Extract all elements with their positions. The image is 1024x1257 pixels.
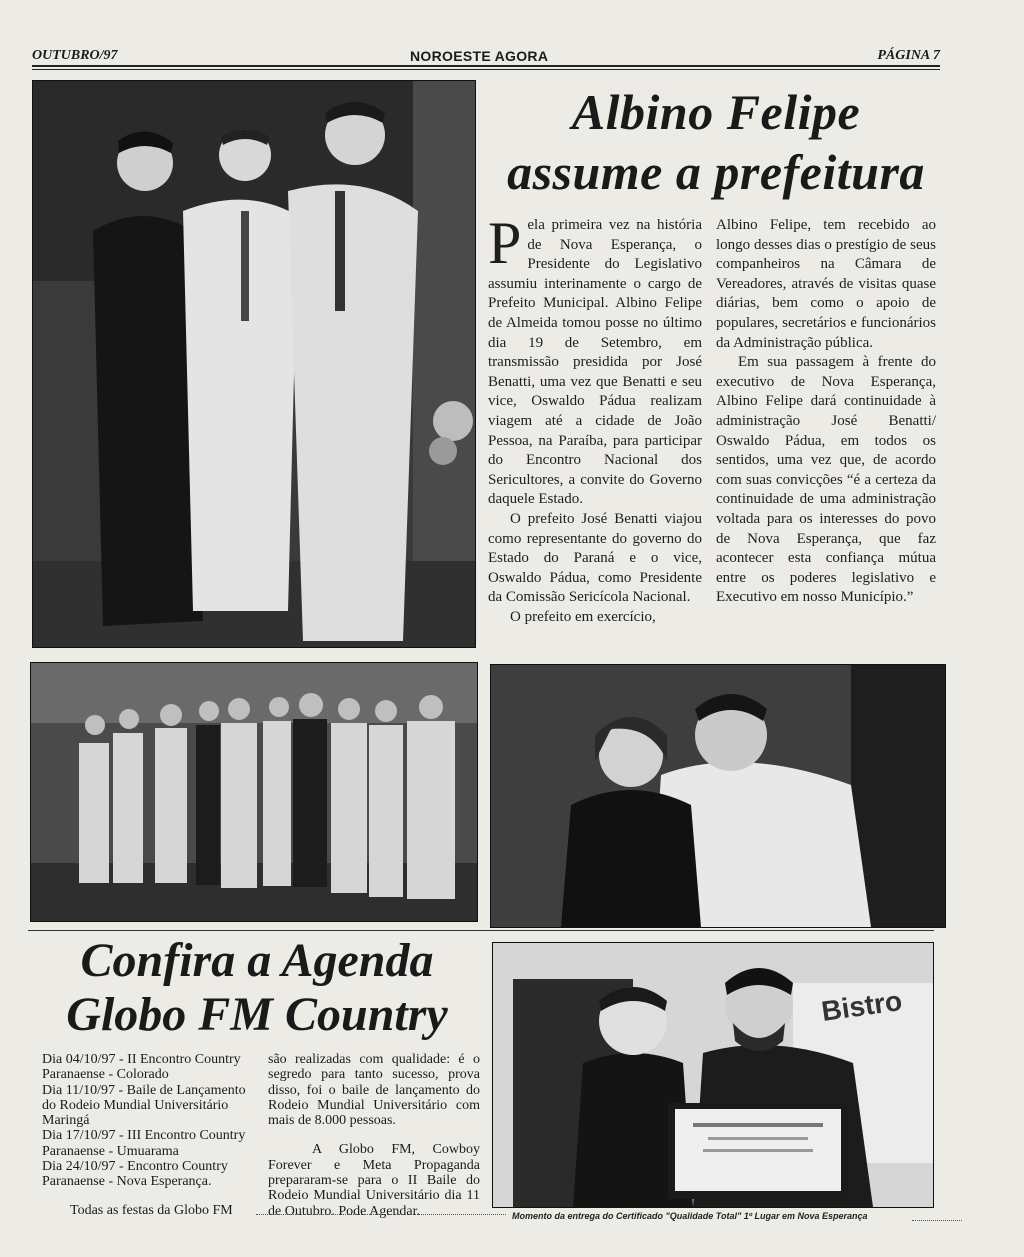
agenda-title (28, 934, 486, 1042)
agenda-item: Dia 04/10/97 - II Encontro Country Paranaense - Colorado (42, 1052, 241, 1083)
dotted-leader (256, 1214, 506, 1215)
agenda-item: Dia 11/10/97 - Baile de Lançamento do Rodeio Mundial Universitário Maringá (42, 1082, 246, 1129)
agenda-item: Dia 17/10/97 - III Encontro Country Paranaense - Umuarama (42, 1128, 246, 1159)
header-rule (32, 65, 940, 67)
photo-couple (490, 664, 946, 928)
article-paragraph-4: Albino Felipe, tem recebido ao longo desses dias o prestígio de seus companheiros na Câmara de Vereadores, através de visitas quase diárias, bem como o apoio de populares, secretários e funcionários da Administração pública. (716, 217, 936, 351)
page-header (32, 46, 940, 66)
agenda-paragraph-1: são realizadas com qualidade: é o segredo para tanto sucesso, prova disso, foi o baile de lançamento do Rodeio Mundial Universitário com mais de 8.000 pessoas. (268, 1052, 480, 1129)
issue-date: OUTUBRO/97 (32, 48, 118, 63)
agenda-title-line-2: Globo FM Country (66, 988, 448, 1041)
article-paragraph-5: Em sua passagem à frente do executivo de Nova Esperança, Albino Felipe dará continuidade à administração José Benatti/ Oswaldo Pádua, em todos os sentidos, uma vez que, de acordo com suas convicções “é a certeza da continuidade de uma administração voltada para os interesses do povo de Nova Esperança, que faz acontecer esta confiança mútua entre os poderes legislativo e Executivo em nosso Município.” (716, 354, 936, 606)
bistro-sign: Bistro (819, 984, 904, 1027)
agenda-list (42, 1052, 256, 1190)
photo-three-men (32, 80, 476, 648)
page-number: PÁGINA 7 (877, 48, 940, 63)
header-rule-thin (32, 69, 940, 70)
article-paragraph-3: O prefeito em exercício, (510, 608, 656, 625)
article-column-1 (488, 210, 702, 627)
caption-dotted-leader (912, 1220, 962, 1221)
headline-line-1: Albino Felipe (571, 84, 861, 140)
article-paragraph-2: O prefeito José Benatti viajou como representante do governo do Estado do Paraná e o vice, Oswaldo Pádua, como Presidente da Comissão Sericícola Nacional. (488, 510, 702, 606)
photo-certificate (492, 942, 934, 1208)
photo-caption: Momento da entrega do Certificado "Qualidade Total" 1º Lugar em Nova Esperança (512, 1211, 868, 1221)
article-column-2 (716, 216, 936, 608)
agenda-title-line-1: Confira a Agenda (80, 934, 434, 987)
section-divider (28, 930, 934, 931)
article-paragraph-1: ela primeira vez na história de Nova Esperança, o Presidente do Legislativo assumiu interinamente o cargo de Prefeito Municipal. Albino Felipe de Almeida tomou posse no último dia 19 de Setembro, em transmissão presidida por José Benatti, uma vez que Benatti e seu vice, Oswaldo Pádua realizam viagem até a cidade de João Pessoa, na Paraíba, para participar do Encontro Nacional dos Sericultores, a convite do Governo daquele Estado. (488, 217, 702, 508)
agenda-footer-text: Todas as festas da Globo FM (70, 1203, 233, 1218)
agenda-text (268, 1052, 480, 1219)
agenda-paragraph-2: A Globo FM, Cowboy Forever e Meta Propaganda prepararam-se para o II Baile do Rodeio Mundial Universitário dia 11 de Outubro. Pode Agendar. (268, 1142, 480, 1219)
photo-group (30, 662, 478, 922)
newspaper-name: NOROESTE AGORA (410, 48, 549, 64)
headline-line-2: assume a prefeitura (507, 144, 925, 200)
headline (486, 82, 946, 202)
drop-cap: P (488, 210, 522, 276)
agenda-item: Dia 24/10/97 - Encontro Country Paranaense - Nova Esperança. (42, 1159, 228, 1190)
